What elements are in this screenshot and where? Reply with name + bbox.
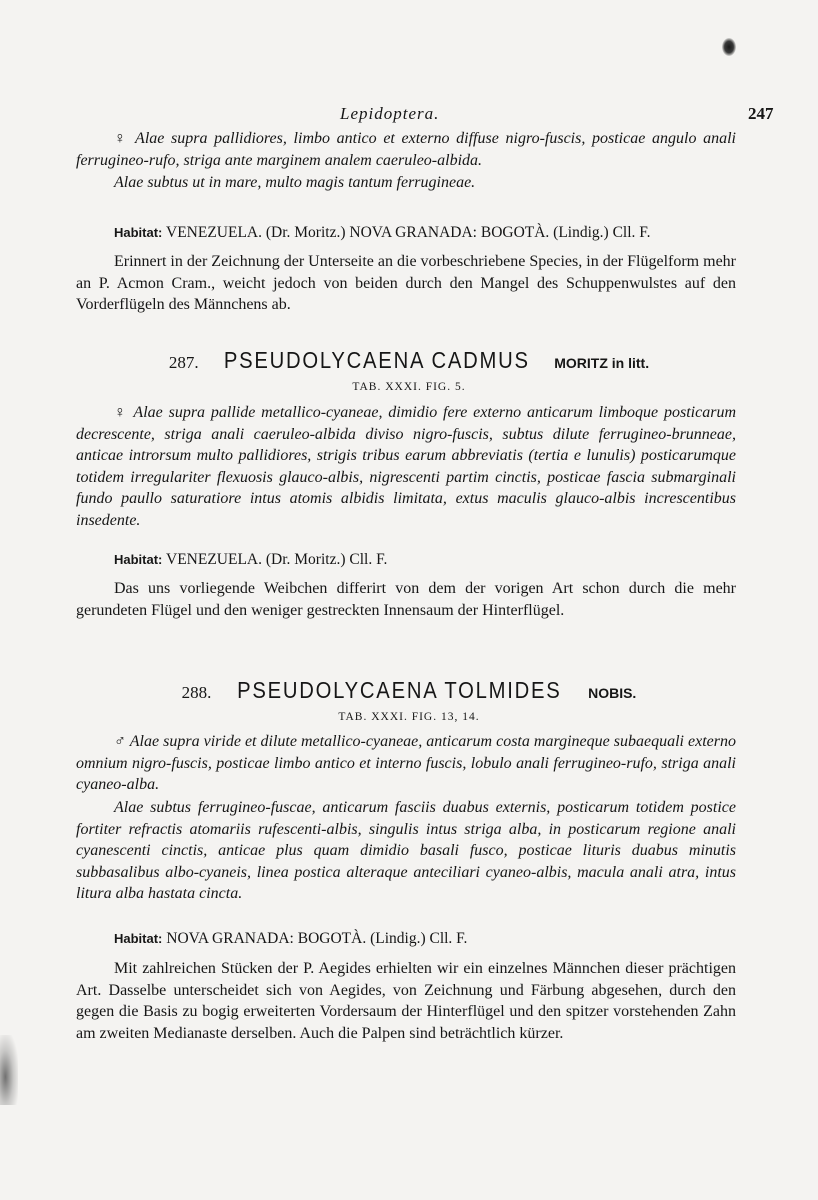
page-number: 247 (748, 104, 774, 123)
female-symbol-icon: ♀ (114, 404, 128, 421)
plate-reference: TAB. XXXI. FIG. 5. (352, 381, 466, 393)
species-authority: MORITZ in litt. (554, 355, 650, 371)
species-authority: NOBIS. (588, 685, 637, 701)
habitat-line (114, 224, 651, 242)
habitat-text: VENEZUELA. (Dr. Moritz.) Cll. F. (166, 551, 388, 568)
plate-reference: TAB. XXXI. FIG. 13, 14. (338, 711, 480, 723)
remarks-paragraph: Mit zahlreichen Stücken der P. Aegides erhielten wir ein einzelnes Männchen dieser prächtigen Art. Dasselbe unterscheidet sich von Aegides, von Zeichnung und Färbung abgesehen, durch den gegen die Basis zu bogig erweiterten Vordersaum der Hinterflügel und den spitzer vorstehenden Zahn am zweiten Medianaste derselben. Auch die Palpen sind beträchtlich kürzer. (76, 960, 736, 1042)
habitat-text: NOVA GRANADA: BOGOTÀ. (Lindig.) Cll. F. (166, 930, 468, 947)
species-description-under: Alae subtus ferrugineo-fuscae, anticarum fasciis duabus externis, posticarum totidem postice fortiter refractis atomariis rufescenti-albis, singulis intus striga alba, in posticarum regione anali cyanescenti cinctis, anticae plus quam dimidio basali fusco, posticae lituris duabus minutis subbasalibus albo-cyaneis, linea postica alteraque anteciliari cyaneo-albis, macula anali atra, intus litura alba hastata cincta. (76, 799, 736, 902)
page-header (0, 104, 818, 128)
species-number: 287. (168, 353, 199, 372)
species-heading-287 (0, 347, 818, 374)
female-description: ♀ Alae supra pallidiores, limbo antico et externo diffuse nigro-fuscis, posticae angulo anali ferrugineo-rufo, striga ante marginem analem caeruleo-albida. (76, 130, 736, 169)
species-heading-288 (0, 677, 818, 704)
ink-blot (722, 38, 736, 56)
species-number: 288. (181, 683, 212, 702)
remarks-paragraph: Erinnert in der Zeichnung der Unterseite an die vorbeschriebene Species, in der Flügelform mehr an P. Acmon Cram., weicht jedoch von beiden durch den Mangel des Schuppenwulstes auf den Vorderflügeln des Männchens ab. (76, 253, 736, 313)
remarks-paragraph: Das uns vorliegende Weibchen differirt von dem der vorigen Art schon durch die mehr gerundeten Flügel und den weniger gestreckten Innensaum der Hinterflügel. (76, 580, 736, 619)
species-description: ♀ Alae supra pallide metallico-cyaneae, dimidio fere externo anticarum limboque posticarum decrescente, striga anali caeruleo-albida diviso nigro-fuscis, subtus dilute ferrugineo-brunneae, anticae introrsum multo pallidiores, strigis tribus earum abbreviatis (tertia e lunulis) posticarumque totidem irregulariter flexuosis glauco-albis, nigrescenti partim cinctis, posticae fascia submarginali fundo paullo saturatiore intus atomis albidis limitata, extus maculis glauco-albis increscentibus insedente. (76, 404, 737, 529)
habitat-line (114, 930, 467, 948)
male-symbol-icon: ♂ (114, 733, 127, 750)
page-stain (0, 1035, 18, 1105)
habitat-label: Habitat: (114, 225, 163, 240)
running-title: Lepidoptera. (340, 104, 440, 123)
habitat-label: Habitat: (114, 931, 163, 946)
species-name: PSEUDOLYCAENA TOLMIDES (237, 677, 562, 703)
habitat-label: Habitat: (114, 552, 163, 567)
habitat-line (114, 551, 387, 569)
underside-description: Alae subtus ut in mare, multo magis tantum ferrugineae. (114, 174, 476, 191)
species-name: PSEUDOLYCAENA CADMUS (223, 347, 530, 373)
habitat-text: VENEZUELA. (Dr. Moritz.) NOVA GRANADA: BOGOTÀ. (Lindig.) Cll. F. (166, 224, 651, 241)
female-symbol-icon: ♀ (114, 130, 129, 147)
species-description-upper: ♂ Alae supra viride et dilute metallico-cyaneae, anticarum costa margineque subaequali externo omnium nigro-fuscis, posticae limbo antico et interno fuscis, lobulo anali ferrugineo-rufo, striga anali cyaneo-alba. (76, 733, 736, 793)
